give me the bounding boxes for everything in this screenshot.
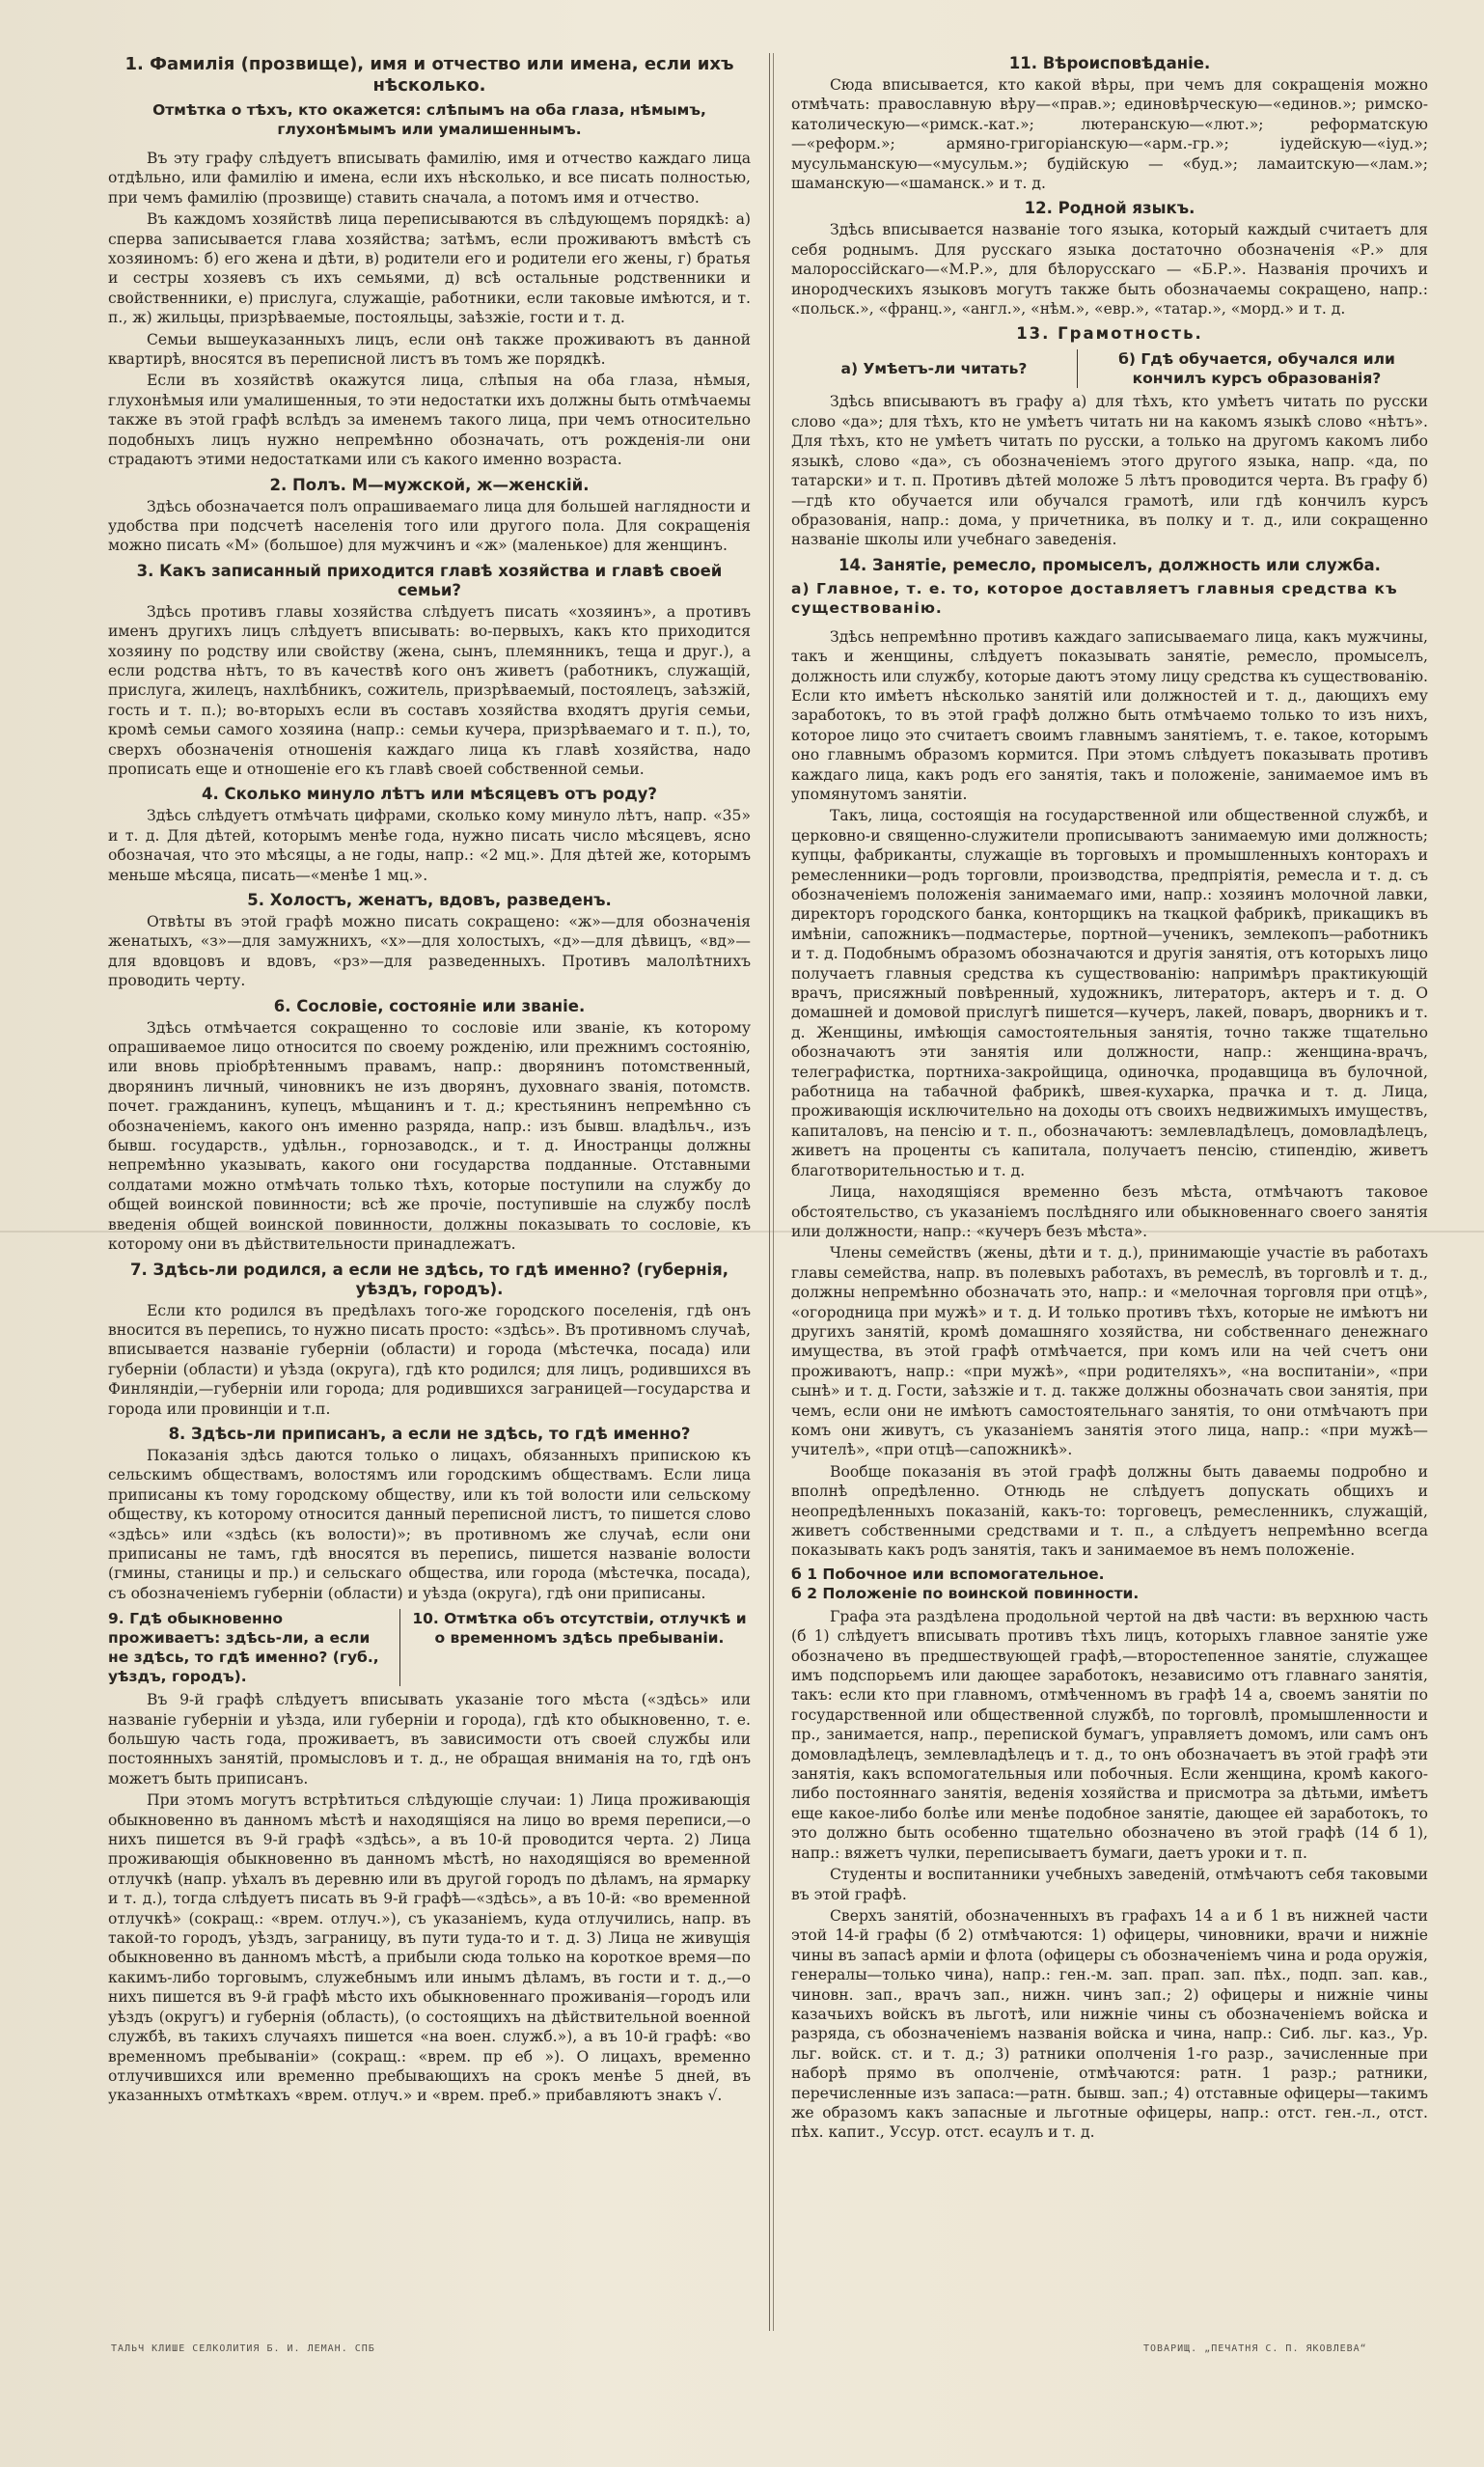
- section-14-paragraph: Студенты и воспитанники учебныхъ заведеній, отмѣчаютъ себя таковыми въ этой графѣ.: [791, 1866, 1428, 1903]
- section-6-title: 6. Сословіе, состояніе или званіе.: [273, 996, 586, 1015]
- section-3-title: 3. Какъ записанный приходится главѣ хозяйства и главѣ своей семьи?: [136, 561, 723, 599]
- section-8-title: 8. Здѣсь-ли приписанъ, а если не здѣсь, то гдѣ именно?: [168, 1424, 691, 1443]
- section-7-title: 7. Здѣсь-ли родился, а если не здѣсь, то гдѣ именно? (губернія, уѣздъ, городъ).: [129, 1260, 729, 1298]
- left-column: [108, 48, 751, 2361]
- section-14-a-subtitle: а) Главное, т. е. то, которое доставляетъ главныя средства къ существованію.: [791, 579, 1398, 617]
- section-5-paragraph: Отвѣты въ этой графѣ можно писать сокращено: «ж»—для обозначенія женатыхъ, «з»—для замужнихъ, «х»—для холостыхъ, «д»—для дѣвицъ, «вд»—для вдовцовъ и вдовъ, «рз»—для разведенныхъ. Противъ малолѣтнихъ проводить черту.: [108, 913, 751, 990]
- section-5-title: 5. Холостъ, женатъ, вдовъ, разведенъ.: [247, 891, 612, 909]
- printer-imprint-left: ТАЛЬЧ КЛИШЕ СЕЛКОЛИТИЯ Б. И. ЛЕМАН. СПБ: [111, 2343, 375, 2354]
- column-divider-secondary: [773, 53, 774, 2331]
- column-divider: [769, 53, 770, 2331]
- section-14-paragraph: Графа эта раздѣлена продольной чертой на двѣ части: въ верхнюю часть (б 1) слѣдуетъ вписывать противъ тѣхъ лицъ, которыхъ главное занятіе уже обозначено въ предшествующей графѣ,—второстепенное занятіе, служащее имъ подспорьемъ или дающее заработокъ, независимо отъ главнаго занятія, такъ: если кто при главномъ, отмѣченномъ въ графѣ 14 а, своемъ занятіи по государственной или общественной службѣ, по торговлѣ, промышленности и пр., занимается, напр., перепиской бумагъ, управляетъ домомъ, или самъ онъ домовладѣлецъ, землевладѣлецъ и т. д., то онъ обозначаетъ въ этой графѣ эти занятія, какъ вспомогательныя или побочныя. Если женщина, кромѣ какого-либо постояннаго занятія, веденія хозяйства и присмотра за дѣтьми, имѣетъ еще какое-либо болѣе или менѣе подобное занятіе, дающее ей заработокъ, то это должно быть особенно тщательно обозначено въ этой графѣ (14 б 1), напр.: вяжетъ чулки, переписываетъ бумаги, даетъ уроки и т. п.: [791, 1607, 1428, 1862]
- section-14-paragraph: Сверхъ занятій, обозначенныхъ въ графахъ 14 а и б 1 въ нижней части этой 14-й графы (б 2) отмѣчаются: 1) офицеры, чиновники, врачи и нижніе чины въ запасѣ арміи и флота (офицеры съ обозначеніемъ чина и рода оружія, генералы—только чина), напр.: ген.-м. зап. прап. зап. пѣх., подп. зап. кав., чиновн. зап., врачъ зап., нижн. чинъ зап.; 2) офицеры и нижніе чины казачьихъ войскъ въ льготѣ, или нижніе чины съ обозначеніемъ войска и разряда, съ обозначеніемъ названія войска и чина, напр.: Сиб. льг. каз., Ур. льг. войск. ст. и т. д.; 3) ратники ополченія 1-го разр., зачисленные при наборѣ прямо въ ополченіе, отмѣчаются: ратн. 1 разр.; ратники, перечисленные изъ запаса:—ратн. бывш. зап.; 4) отставные офицеры—такимъ же образомъ какъ запасные и льготные офицеры, напр.: отст. ген.-л., отст. пѣх. капит., Уссур. отст. есаулъ и т. д.: [791, 1906, 1428, 2142]
- section-7-paragraph: Если кто родился въ предѣлахъ того-же городского поселенія, гдѣ онъ вносится въ перепись, то нужно писать просто: «здѣсь». Въ противномъ случаѣ, вписывается названіе губерніи (области) и города (мѣстечка, посада) или губерніи (области) и уѣзда (округа), гдѣ кто родился; для лицъ, родившихся въ Финляндіи,—губерніи или города; для родившихся заграницей—государства и города или провинціи и т.п.: [108, 1301, 751, 1418]
- section-4-paragraph: Здѣсь слѣдуетъ отмѣчать цифрами, сколько кому минуло лѣтъ, напр. «35» и т. д. Для дѣтей, которымъ менѣе года, нужно писать число мѣсяцевъ, ясно обозначая, что это мѣсяцы, а не годы, напр.: «2 мц.». Для дѣтей же, которымъ меньше мѣсяца, писать—«менѣе 1 мц.».: [108, 807, 751, 884]
- section-14-paragraph: Лица, находящіяся временно безъ мѣста, отмѣчаютъ таковое обстоятельство, съ указаніемъ послѣдняго или обыкновеннаго своего занятія или должности, напр.: «кучеръ безъ мѣста».: [791, 1183, 1428, 1240]
- section-3-paragraph: Здѣсь противъ главы хозяйства слѣдуетъ писать «хозяинъ», а противъ именъ другихъ лицъ слѣдуетъ вписывать: во-первыхъ, какъ кто приходится хозяину по родству или свойству (жена, сынъ, племянникъ, теща и друг.), а если родства нѣтъ, то въ качествѣ кого онъ живетъ (работникъ, служащій, прислуга, жилецъ, нахлѣбникъ, сожитель, призрѣваемый, постоялецъ, заѣзжій, гость и т. п.); во-вторыхъ если въ составъ хозяйства входятъ другія семьи, кромѣ семьи самого хозяина (напр.: семьи кучера, призрѣваемаго и т. п.), то, сверхъ обозначенія отношенія каждаго лица къ главѣ хозяйства, надо прописать еще и отношеніе его къ главѣ своей собственной семьи.: [108, 602, 751, 778]
- section-13-subheader: [791, 349, 1428, 388]
- section-13-a-title: а) Умѣетъ-ли читать?: [840, 360, 1028, 378]
- section-14-b1-subtitle: б 1 Побочное или вспомогательное.: [791, 1565, 1105, 1583]
- section-14-b2-subtitle: б 2 Положеніе по воинской повинности.: [791, 1584, 1140, 1602]
- section-9-paragraph: Въ 9-й графѣ слѣдуетъ вписывать указаніе того мѣста («здѣсь» или названіе губерніи и уѣзда, или губерніи и города), гдѣ кто обыкновенно, т. е. большую часть года, проживаетъ, въ зависимости отъ своей службы или постоянныхъ занятій, промысловъ и т. д., не обращая вниманія на то, гдѣ онъ можетъ быть приписанъ.: [108, 1691, 751, 1788]
- printer-imprint-right: ТОВАРИЩ. „ПЕЧАТНЯ С. П. ЯКОВЛЕВА“: [1143, 2343, 1367, 2354]
- section-1-paragraph: Въ каждомъ хозяйствѣ лица переписываются въ слѣдующемъ порядкѣ: а) сперва записывается глава хозяйства; затѣмъ, если проживаютъ вмѣстѣ съ хозяиномъ: б) его жена и дѣти, в) родители его и родители его жены, г) братья и сестры хозяевъ съ ихъ семьями, д) всѣ остальные родственники и свойственники, е) прислуга, служащіе, работники, если таковые имѣются, и т. п., ж) жильцы, призрѣваемые, постояльцы, заѣзжіе, гости и т. д.: [108, 210, 751, 327]
- section-2-paragraph: Здѣсь обозначается полъ опрашиваемаго лица для большей наглядности и удобства при подсчетѣ населенія того или другого пола. Для сокращенія можно писать «М» (большое) для мужчинъ и «ж» (маленькое) для женщинъ.: [108, 497, 751, 555]
- section-14-paragraph: Члены семействъ (жены, дѣти и т. д.), принимающіе участіе въ работахъ главы семейства, напр. въ полевыхъ работахъ, въ ремеслѣ, въ торговлѣ и т. д., должны непремѣнно обозначать это, напр.: и «мелочная торговля при отцѣ», «огородница при мужѣ» и т. д. И только противъ тѣхъ, которые не имѣютъ ни другихъ занятій, кромѣ домашняго хозяйства, ни собственнаго денежнаго имущества, въ этой графѣ отмѣчается, при комъ или на чей счетъ они проживаютъ, напр.: «при мужѣ», «при родителяхъ», «на воспитаніи», «при сынѣ» и т. д. Гости, заѣзжіе и т. д. также должны обозначать свои занятія, при чемъ, если они не имѣютъ самостоятельнаго занятія, то они отмѣчаютъ при комъ они живутъ, съ указаніемъ занятія этого лица, напр.: «при мужѣ—учителѣ», «при отцѣ—сапожникѣ».: [791, 1244, 1428, 1459]
- section-9-paragraph: При этомъ могутъ встрѣтиться слѣдующіе случаи: 1) Лица проживающія обыкновенно въ данномъ мѣстѣ и находящіяся на лицо во время переписи,—о нихъ пишется въ 9-й графѣ «здѣсь», а въ 10-й проводится черта. 2) Лица проживающія обыкновенно въ данномъ мѣстѣ, но находящіяся во временной отлучкѣ (напр. уѣхалъ въ деревню или въ другой городъ по дѣламъ, на ярмарку и т. д.), тогда слѣдуетъ писать въ 9-й графѣ—«здѣсь», а въ 10-й: «во временной отлучкѣ» (сокращ.: «врем. отлуч.»), съ указаніемъ, куда отлучились, напр. въ такой-то городъ, уѣздъ, заграницу, въ пути туда-то и т. д. 3) Лица не живущія обыкновенно въ данномъ мѣстѣ, а прибыли сюда только на короткое время—по какимъ-либо торговымъ, служебнымъ или инымъ дѣламъ, въ гости и т. д.,—о нихъ пишется въ 9-й графѣ мѣсто ихъ обыкновеннаго проживанія—городъ или уѣздъ (округъ) и губернія (область), (о состоящихъ на дѣйствительной военной службѣ, въ такихъ случаяхъ пишется «на воен. служб.»), а въ 10-й графѣ: «во временномъ пребываніи» (сокращ.: «врем. пр еб »). О лицахъ, временно отлучившихся или временно пребывающихъ на срокъ менѣе 5 дней, въ указанныхъ отмѣткахъ «врем. отлуч.» и «врем. преб.» прибавляютъ знакъ √.: [108, 1791, 751, 2105]
- section-1-title: 1. Фамилія (прозвище), имя и отчество или имена, если ихъ нѣсколько.: [124, 54, 734, 96]
- section-14-paragraph: Вообще показанія въ этой графѣ должны быть даваемы подробно и вполнѣ опредѣленно. Отнюдь не слѣдуетъ допускать общихъ и неопредѣленныхъ показаній, какъ-то: торговецъ, ремесленникъ, служащій, живетъ собственными средствами и т. п., а слѣдуетъ непремѣнно всегда показывать какъ родъ занятія, такъ и занимаемое въ немъ положеніе.: [791, 1462, 1428, 1560]
- section-9-10-header: [108, 1609, 751, 1686]
- section-11-paragraph: Сюда вписывается, кто какой вѣры, при чемъ для сокращенія можно отмѣчать: православную вѣру—«прав.»; единовѣрческую—«единов.»; римско-католическую—«римск.-кат.»; лютеранскую—«лют.»; реформатскую—«реформ.»; армяно-григоріанскую—«арм.-гр.»; іудейскую—«іуд.»; мусульманскую—«мусульм.»; будійскую — «буд.»; ламаитскую—«лам.»; шаманскую—«шаманск.» и т. д.: [791, 76, 1428, 193]
- section-13-paragraph: Здѣсь вписываютъ въ графу а) для тѣхъ, кто умѣетъ читать по русски слово «да»; для тѣхъ, кто не умѣетъ читать ни на какомъ языкѣ слово «нѣтъ». Для тѣхъ, кто не умѣетъ читать по русски, а только на другомъ какомъ либо языкѣ, слово «да», съ обозначеніемъ этого другого языка, напр. «да, по татарски» и т. п. Противъ дѣтей моложе 5 лѣтъ проводится черта. Въ графу б)—гдѣ кто обучается или обучался грамотѣ, или гдѣ кончилъ курсъ образованія, напр.: дома, у причетника, въ полку и т. д., или сокращенно названіе школы или учебнаго заведенія.: [791, 393, 1428, 549]
- section-11-title: 11. Вѣроисповѣданіе.: [1008, 54, 1211, 72]
- section-1-note: Отмѣтка о тѣхъ, кто окажется: слѣпымъ на оба глаза, нѣмымъ, глухонѣмымъ или умалишеннымъ.: [152, 101, 706, 138]
- section-4-title: 4. Сколько минуло лѣтъ или мѣсяцевъ отъ роду?: [201, 785, 658, 804]
- section-14-title: 14. Занятіе, ремесло, промыселъ, должность или служба.: [838, 555, 1381, 574]
- section-9-title: 9. Гдѣ обыкновенно проживаетъ: здѣсь-ли, а если не здѣсь, то гдѣ именно? (губ., уѣздъ, городъ).: [108, 1610, 379, 1686]
- section-1-paragraph: Если въ хозяйствѣ окажутся лица, слѣпыя на оба глаза, нѣмыя, глухонѣмыя или умалишенныя, то эти недостатки ихъ должны быть отмѣчаемы также въ этой графѣ вслѣдъ за именемъ такого лица, при чемъ относительно подобныхъ лицъ нужно непремѣнно обозначать, отъ рожденія-ли они страдаютъ этими недостатками или съ какого именно возраста.: [108, 372, 751, 469]
- section-13-b-title: б) Гдѣ обучается, обучался или кончилъ курсъ образованія?: [1077, 349, 1428, 388]
- section-14-paragraph: Такъ, лица, состоящія на государственной или общественной службѣ, и церковно-и священно-служители прописываютъ занимаемую ими должность; купцы, фабриканты, служащіе въ торговыхъ и промышленныхъ конторахъ и ремесленники—родъ торговли, производства, предпріятія, ремесла и т. д. съ обозначеніемъ положенія занимаемаго ими, напр.: хозяинъ молочной лавки, директоръ городского банка, конторщикъ на ткацкой фабрикѣ, прикащикъ въ имѣніи, сапожникъ—подмастерье, портной—ученикъ, землекопъ—работникъ и т. д. Подобнымъ образомъ обозначаются и другія занятія, отъ которыхъ лицо получаетъ главныя средства къ существованію: напримѣръ практикующій врачъ, присяжный повѣренный, художникъ, литераторъ, актеръ и т. д. О домашней и домовой прислугѣ пишется—кучеръ, лакей, поваръ, дворникъ и т. д. Женщины, имѣющія самостоятельныя занятія, точно также тщательно обозначаютъ эти занятія или должности, напр.: женщина-врачъ, телеграфистка, портниха-закройщица, одиночка, продавщица въ булочной, работница на табачной фабрикѣ, швея-кухарка, прачка и т. д. Лица, проживающія исключительно на доходы отъ своихъ недвижимыхъ имуществъ, капиталовъ, на пенсію и т. п., обозначаютъ: землевладѣлецъ, домовладѣлецъ, живетъ на проценты съ капитала, получаетъ пенсію, стипендію, живетъ благотворительностью и т. д.: [791, 807, 1428, 1179]
- section-14-paragraph: Здѣсь непремѣнно противъ каждаго записываемаго лица, какъ мужчины, такъ и женщины, слѣдуетъ показывать занятіе, ремесло, промыселъ, должность или службу, которые даютъ этому лицу средства къ существованію. Если кто имѣетъ нѣсколько занятій или должностей и т. д., дающихъ ему заработокъ, то въ этой графѣ должно быть отмѣчаемо только то изъ нихъ, которое лицо это считаетъ своимъ главнымъ занятіемъ, т. е. такое, которымъ оно главнымъ образомъ кормится. При этомъ слѣдуетъ показывать противъ каждаго лица, какъ родъ его занятія, такъ и положеніе, занимаемое имъ въ упомянутомъ занятіи.: [791, 627, 1428, 803]
- section-1-paragraph: Семьи вышеуказанныхъ лицъ, если онѣ также проживаютъ въ данной квартирѣ, вносятся въ переписной листъ въ томъ же порядкѣ.: [108, 330, 751, 369]
- section-12-title: 12. Родной языкъ.: [1024, 199, 1195, 218]
- section-1-paragraph: Въ эту графу слѣдуетъ вписывать фамилію, имя и отчество каждаго лица отдѣльно, или фамилію и имена, если ихъ нѣсколько, и все писать полностью, при чемъ фамилію (прозвище) ставить сначала, а потомъ имя и отчество.: [108, 150, 751, 207]
- section-10-title: 10. Отмѣтка объ отсутствіи, отлучкѣ и о временномъ здѣсь пребываніи.: [399, 1609, 751, 1686]
- section-2-title: 2. Полъ. М—мужской, ж—женскій.: [269, 475, 590, 494]
- right-column: [791, 48, 1428, 2361]
- section-12-paragraph: Здѣсь вписывается названіе того языка, который каждый считаетъ для себя роднымъ. Для русскаго языка достаточно обозначенія «Р.» для малороссійскаго—«М.Р.», для бѣлорусскаго — «Б.Р.». Названія прочихъ и инородческихъ языковъ могутъ также быть обозначаемы сокращено, напр.: «польск.», «франц.», «англ.», «нѣм.», «евр.», «татар.», «морд.» и т. д.: [791, 221, 1428, 319]
- section-13-title: 13. Грамотность.: [1016, 324, 1203, 344]
- section-6-paragraph: Здѣсь отмѣчается сокращенно то сословіе или званіе, къ которому опрашиваемое лицо относится по своему рожденію, или прежнимъ состоянію, или вновь пріобрѣтеннымъ правамъ, напр.: дворянинъ потомственный, дворянинъ личный, чиновникъ не изъ дворянъ, духовнаго званія, потомств. почет. гражданинъ, купецъ, мѣщанинъ и т. д.; крестьянинъ непремѣнно съ обозначеніемъ, какого онъ именно разряда, напр.: изъ бывш. владѣльч., изъ бывш. государств., удѣльн., горнозаводск., и т. д. Иностранцы должны непремѣнно указывать, какого они государства подданные. Отставными солдатами можно отмѣчать только тѣхъ, которые поступили на службу до общей воинской повинности; всѣ же прочіе, поступившіе на службу послѣ введенія общей воинской повинности, должны показывать то сословіе, къ которому они въ дѣйствительности принадлежатъ.: [108, 1018, 751, 1254]
- section-8-paragraph: Показанія здѣсь даются только о лицахъ, обязанныхъ припискою къ сельскимъ обществамъ, волостямъ или городскимъ обществамъ. Если лица приписаны къ тому городскому обществу, или къ той волости или сельскому обществу, къ которому относится данный переписной листъ, то пишется слово «здѣсь» или «здѣсь (къ волости)»; въ противномъ же случаѣ, если они приписаны не тамъ, гдѣ вносятся въ перепись, пишется названіе волости (гмины, станицы и пр.) и сельскаго общества, или города (мѣстечка, посада), съ обозначеніемъ губерніи (области) и уѣзда (округа), гдѣ они приписаны.: [108, 1446, 751, 1602]
